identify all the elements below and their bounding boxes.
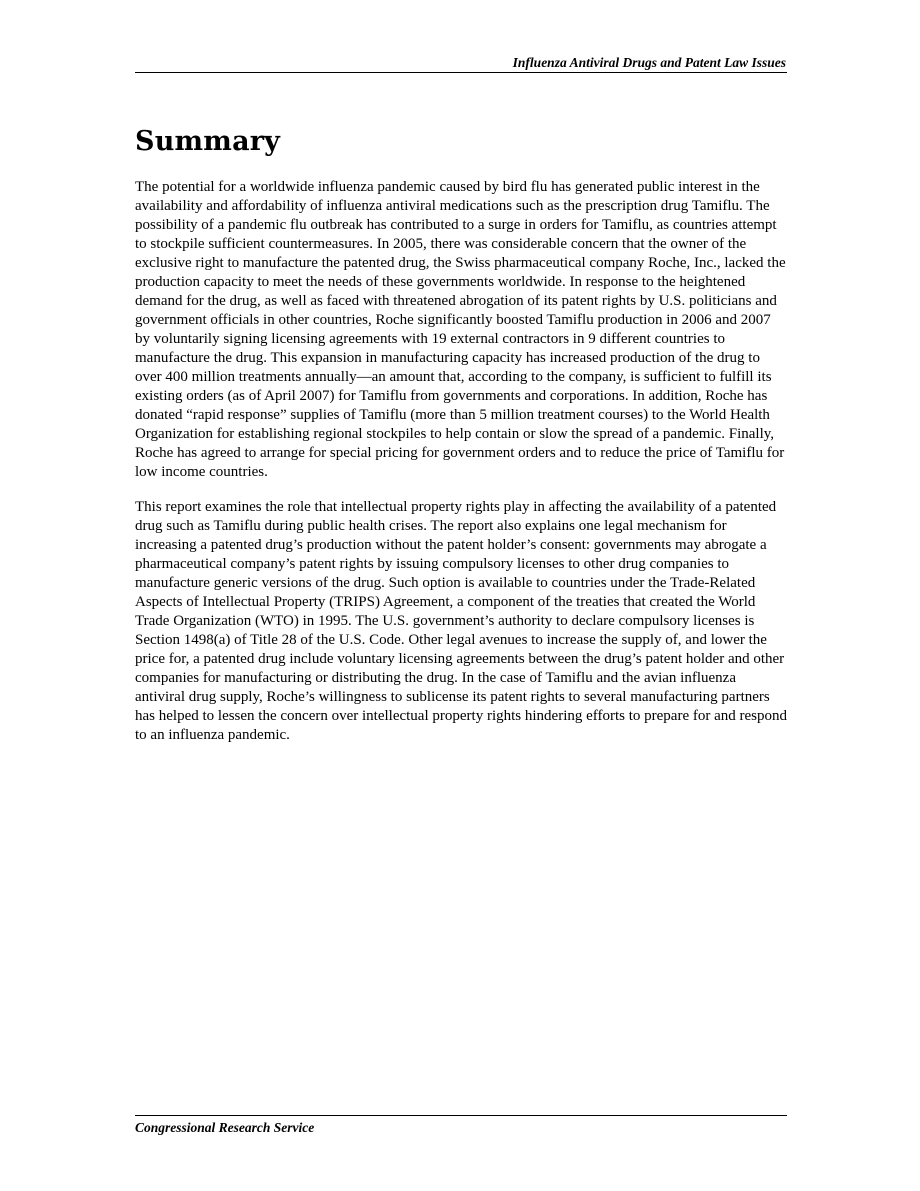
summary-paragraph-1: The potential for a worldwide influenza pandemic caused by bird flu has generated public interest in the availability and affordability of influenza antiviral medications such as the prescription drug Tamiflu. The possibility of a pandemic flu outbreak has contributed to a surge in orders for Tamiflu, as countries attempt to stockpile sufficient countermeasures. In 2005, there was considerable concern that the owner of the exclusive right to manufacture the patented drug, the Swiss pharmaceutical company Roche, Inc., lacked the production capacity to meet the needs of these governments worldwide. In response to the heightened demand for the drug, as well as faced with threatened abrogation of its patent rights by U.S. politicians and government officials in other countries, Roche significantly boosted Tamiflu production in 2006 and 2007 by voluntarily signing licensing agreements with 19 external contractors in 9 different countries to manufacture the drug. This expansion in manufacturing capacity has increased production of the drug to over 400 million treatments annually—an amount that, according to the company, is sufficient to fulfill its existing orders (as of April 2007) for Tamiflu from governments and corporations. In addition, Roche has donated “rapid response” supplies of Tamiflu (more than 5 million treatment courses) to the World Health Organization for establishing regional stockpiles to help contain or slow the spread of a pandemic. Finally, Roche has agreed to arrange for special pricing for government orders and to reduce the price of Tamiflu for low income countries. bbox=[135, 179, 786, 480]
header-divider bbox=[135, 72, 787, 73]
page-title: Summary bbox=[135, 126, 281, 157]
running-header: Influenza Antiviral Drugs and Patent Law Issues bbox=[512, 55, 786, 70]
summary-paragraph-2: This report examines the role that intellectual property rights play in affecting the availability of a patented drug such as Tamiflu during public health crises. The report also explains one legal mechanism for increasing a patented drug’s production without the patent holder’s consent: governments may abrogate a pharmaceutical company’s patent rights by issuing compulsory licenses to other drug companies to manufacture generic versions of the drug. Such option is available to countries under the Trade-Related Aspects of Intellectual Property (TRIPS) Agreement, a component of the treaties that created the World Trade Organization (WTO) in 1995. The U.S. government’s authority to declare compulsory licenses is Section 1498(a) of Title 28 of the U.S. Code. Other legal avenues to increase the supply of, and lower the price for, a patented drug include voluntary licensing agreements between the drug’s patent holder and other companies for manufacturing or distributing the drug. In the case of Tamiflu and the avian influenza antiviral drug supply, Roche’s willingness to sublicense its patent rights to several manufacturing partners has helped to lessen the concern over intellectual property rights hindering efforts to prepare for and respond to an influenza pandemic. bbox=[135, 499, 788, 743]
summary-body bbox=[135, 178, 787, 761]
footer-divider bbox=[135, 1115, 787, 1116]
running-footer: Congressional Research Service bbox=[135, 1120, 315, 1135]
